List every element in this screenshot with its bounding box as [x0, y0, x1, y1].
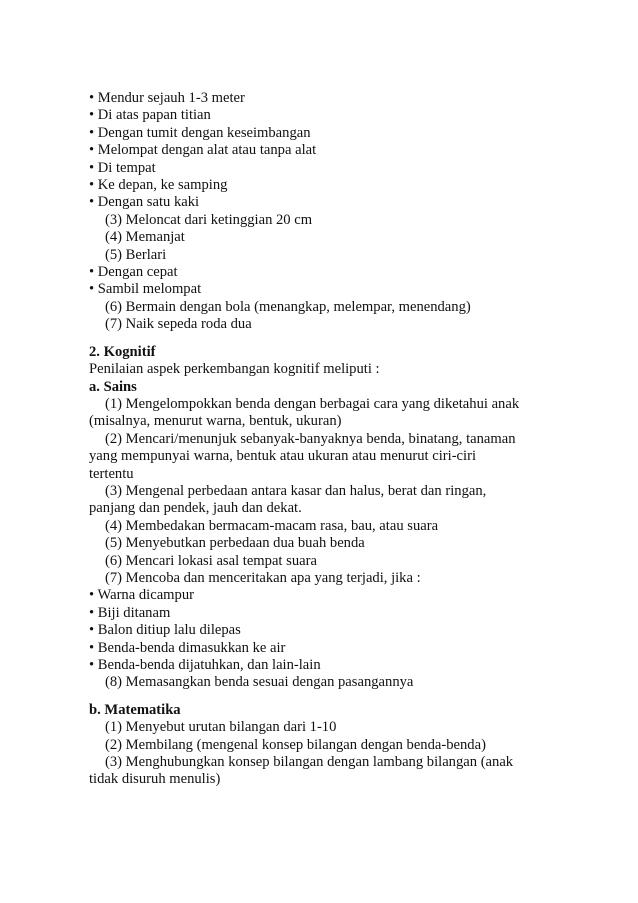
- numbered-line: (6) Bermain dengan bola (menangkap, melempar, menendang): [105, 298, 471, 315]
- numbered-line: (4) Memanjat: [105, 229, 185, 246]
- bullet-line: • Dengan tumit dengan keseimbangan: [89, 124, 311, 141]
- numbered-line: (7) Naik sepeda roda dua: [105, 316, 252, 333]
- bullet-line: • Ke depan, ke samping: [89, 177, 228, 194]
- sains-item-8: (8) Memasangkan benda sesuai dengan pasangannya: [105, 674, 414, 691]
- spacer: [89, 692, 549, 702]
- numbered-line: (5) Berlari: [105, 246, 167, 263]
- sains-item-4: (4) Membedakan bermacam-macam rasa, bau, atau suara: [105, 517, 439, 534]
- bullet-line: • Dengan cepat: [89, 264, 178, 281]
- bullet-line: • Dengan satu kaki: [89, 194, 200, 211]
- page-body: [89, 90, 549, 789]
- sains-bullet: • Benda-benda dimasukkan ke air: [89, 639, 286, 656]
- numbered-line: (3) Meloncat dari ketinggian 20 cm: [105, 211, 313, 228]
- bullet-line: • Sambil melompat: [89, 281, 202, 298]
- bullet-line: • Mendur sejauh 1-3 meter: [89, 90, 245, 106]
- sains-item-1-cont: (misalnya, menurut warna, bentuk, ukuran): [89, 413, 342, 430]
- sains-item-6: (6) Mencari lokasi asal tempat suara: [105, 552, 317, 569]
- sains-item-3: (3) Mengenal perbedaan antara kasar dan halus, berat dan ringan,: [105, 482, 487, 499]
- sains-item-2-cont: tertentu: [89, 465, 134, 482]
- sains-item-7: (7) Mencoba dan menceritakan apa yang terjadi, jika :: [105, 569, 421, 586]
- section-heading-kognitif: 2. Kognitif: [89, 343, 156, 360]
- matematika-item-3-cont: tidak disuruh menulis): [89, 771, 221, 788]
- spacer: [89, 334, 549, 344]
- sains-bullet: • Benda-benda dijatuhkan, dan lain-lain: [89, 657, 321, 673]
- matematika-item-2: (2) Membilang (mengenal konsep bilangan dengan benda-benda): [105, 736, 486, 753]
- subsection-heading-sains: a. Sains: [89, 378, 137, 395]
- bullet-line: • Di atas papan titian: [89, 107, 211, 124]
- sains-item-2-cont: yang mempunyai warna, bentuk atau ukuran atau menurut ciri-ciri: [89, 448, 476, 465]
- bullet-line: • Melompat dengan alat atau tanpa alat: [89, 142, 317, 159]
- sains-item-5: (5) Menyebutkan perbedaan dua buah benda: [105, 535, 365, 552]
- subsection-heading-matematika: b. Matematika: [89, 701, 181, 718]
- sains-item-3-cont: panjang dan pendek, jauh dan dekat.: [89, 500, 302, 517]
- sains-item-2: (2) Mencari/menunjuk sebanyak-banyaknya benda, binatang, tanaman: [105, 430, 516, 447]
- sains-bullet: • Biji ditanam: [89, 604, 171, 621]
- section-intro: Penilaian aspek perkembangan kognitif meliputi :: [89, 361, 380, 378]
- sains-item-1: (1) Mengelompokkan benda dengan berbagai cara yang diketahui anak: [105, 395, 520, 412]
- sains-bullet: • Balon ditiup lalu dilepas: [89, 622, 241, 639]
- sains-bullet: • Warna dicampur: [89, 587, 194, 604]
- bullet-line: • Di tempat: [89, 159, 156, 176]
- matematika-item-3: (3) Menghubungkan konsep bilangan dengan lambang bilangan (anak: [105, 754, 514, 771]
- matematika-item-1: (1) Menyebut urutan bilangan dari 1-10: [105, 719, 337, 736]
